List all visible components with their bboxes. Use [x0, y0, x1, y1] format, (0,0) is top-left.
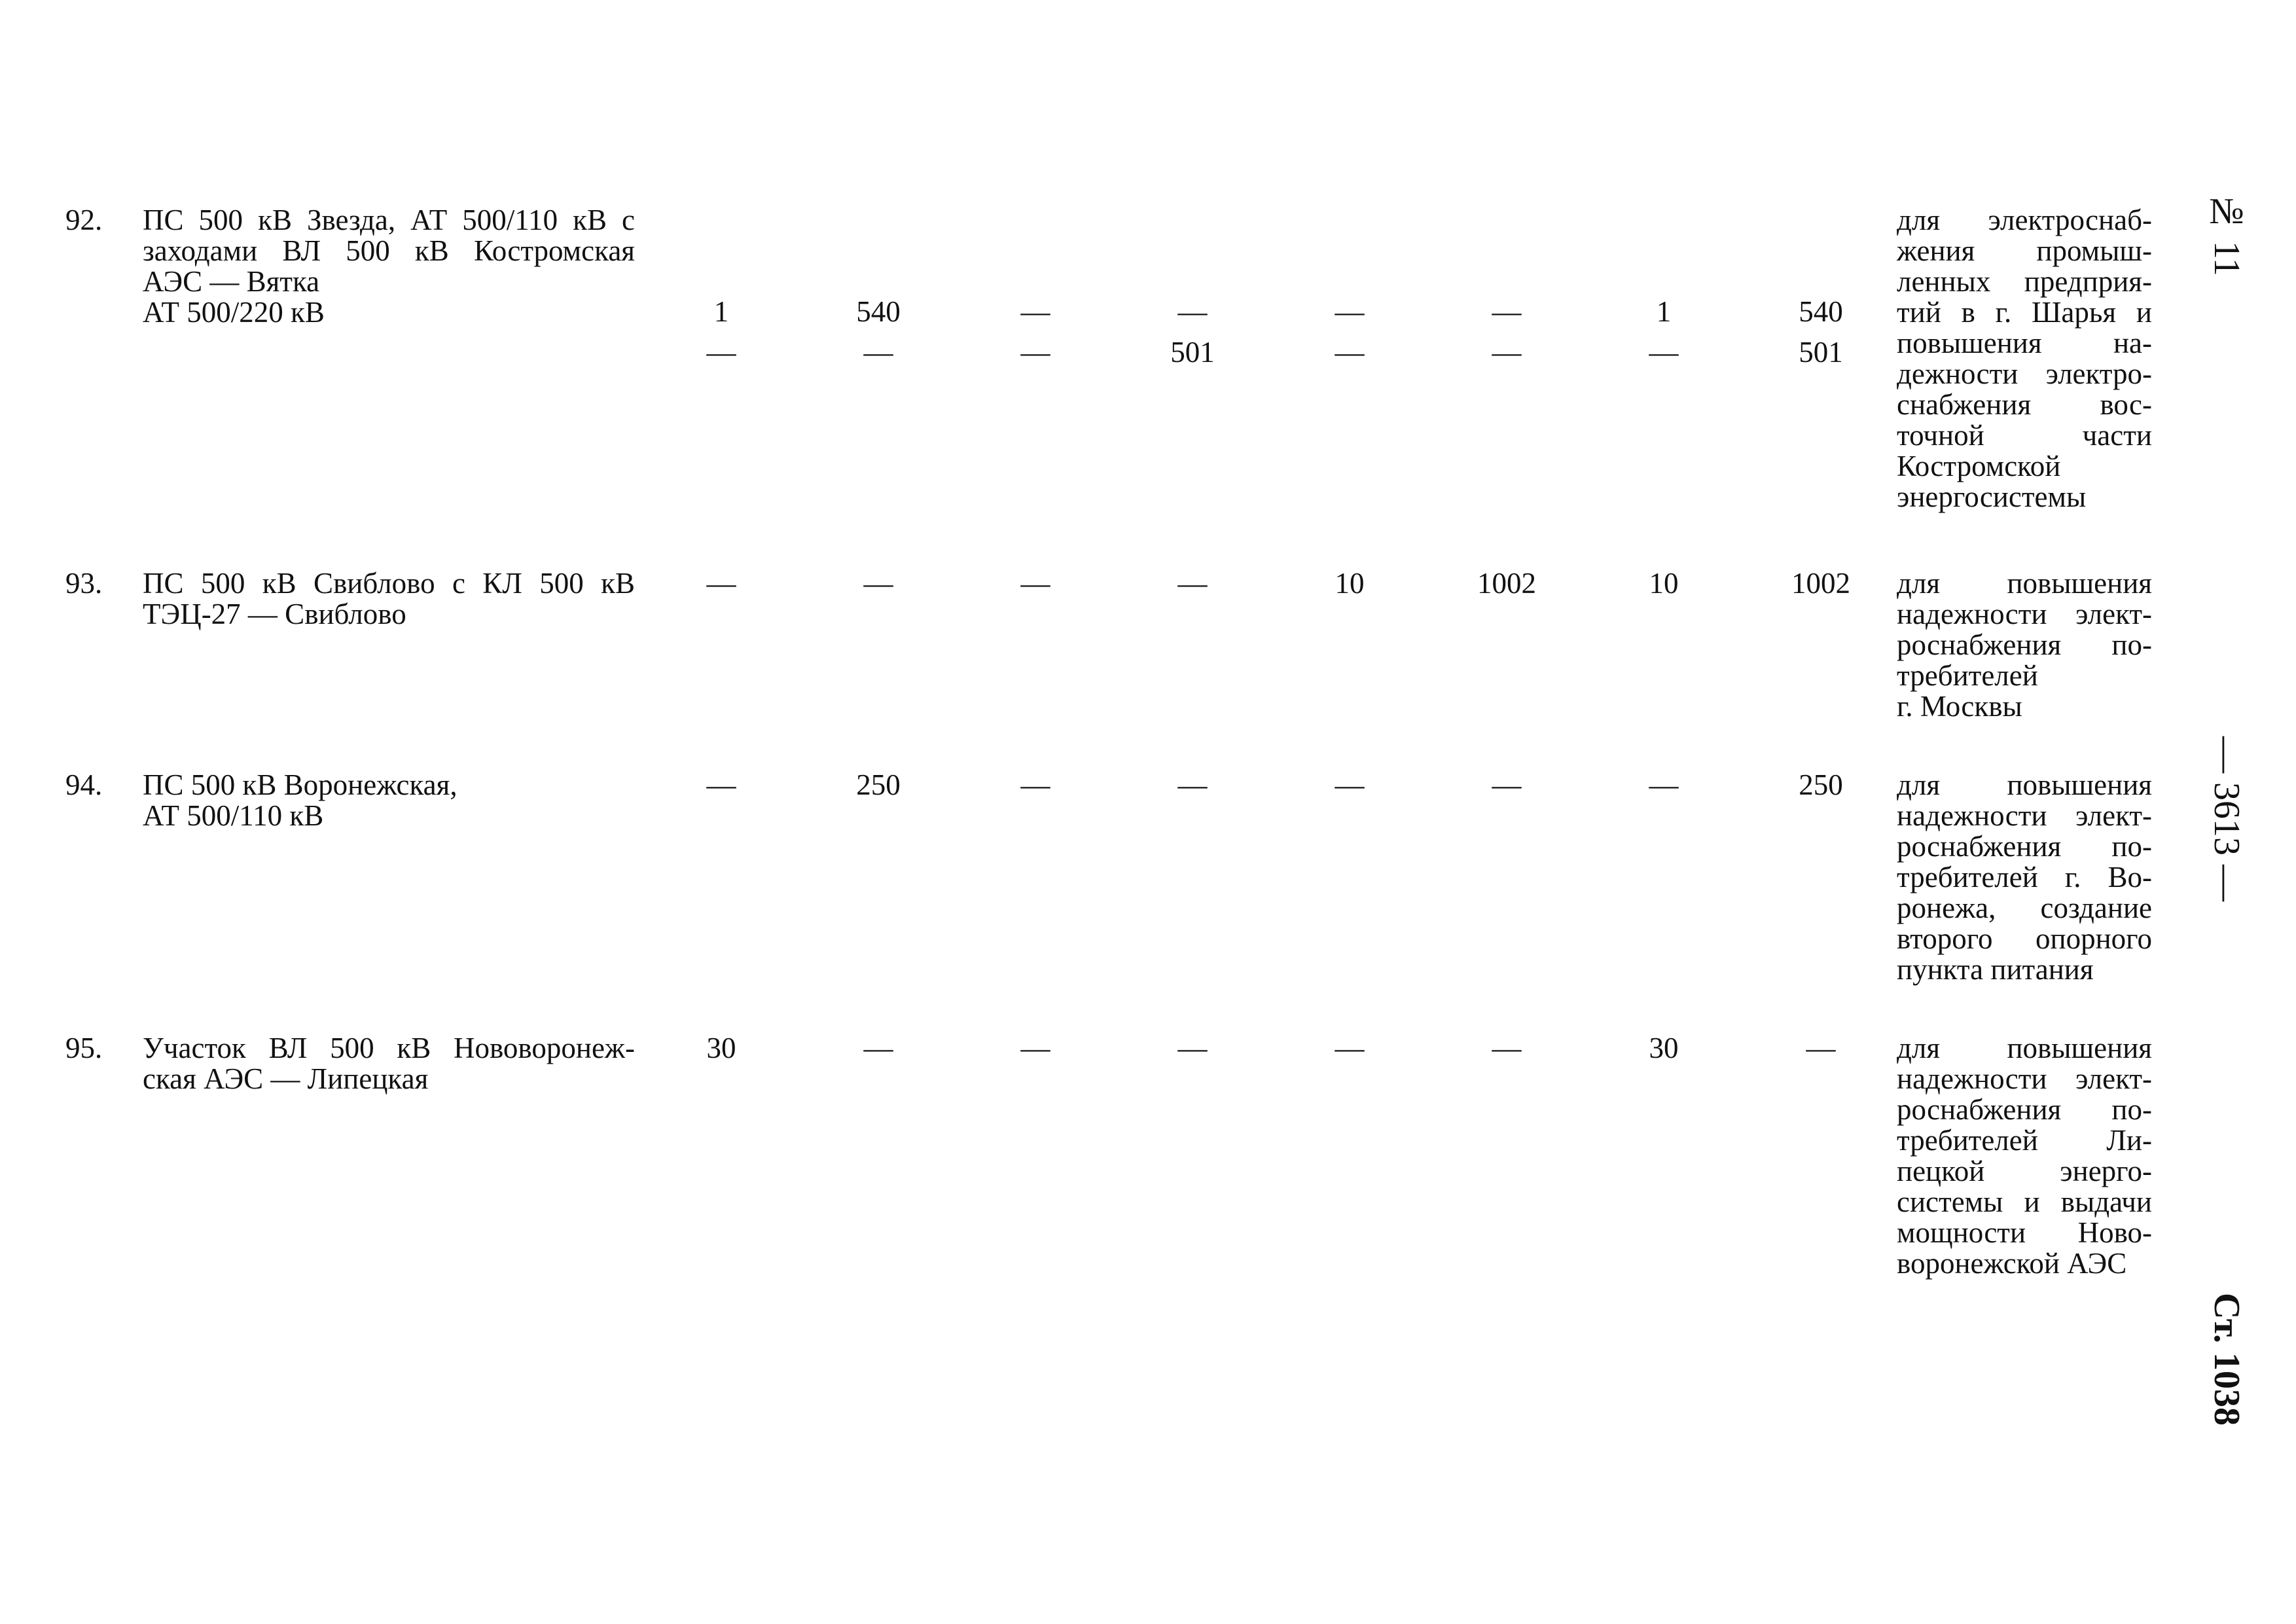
purpose-line: для повышения: [1897, 567, 2152, 600]
purpose-text: [1897, 568, 2152, 722]
name-line: АТ 500/110 кВ: [143, 799, 324, 832]
purpose-line: мощности Ново-: [1897, 1216, 2152, 1249]
purpose-text: [1897, 770, 2152, 985]
purpose-line: повышения на-: [1897, 327, 2152, 359]
purpose-line: требителей Ли-: [1897, 1124, 2152, 1157]
purpose-line: надежности элект-: [1897, 598, 2152, 630]
value-cell: —: [1492, 336, 1522, 369]
value-cell: —: [1020, 336, 1050, 369]
value-cell: —: [863, 567, 893, 600]
value-cell: —: [1020, 567, 1050, 600]
purpose-line: роснабжения по-: [1897, 628, 2152, 661]
value-cell: —: [1020, 768, 1050, 801]
purpose-line: пецкой энерго-: [1897, 1155, 2152, 1187]
purpose-line: снабжения вос-: [1897, 388, 2152, 421]
value-cell: 1002: [1791, 567, 1850, 600]
value-cell: 501: [1170, 336, 1215, 369]
name-line: АТ 500/220 кВ: [143, 296, 325, 329]
facility-name: [143, 1033, 635, 1094]
value-cell: 1002: [1477, 567, 1536, 600]
name-line: ПС 500 кВ Звезда, АТ 500/110 кВ с: [143, 204, 635, 236]
purpose-line: ленных предприя-: [1897, 265, 2152, 298]
purpose-line: для электроснаб-: [1897, 204, 2152, 236]
purpose-line: требителей г. Во-: [1897, 861, 2152, 893]
purpose-line: требителей: [1897, 659, 2038, 692]
purpose-line: для повышения: [1897, 1032, 2152, 1064]
value-cell: 540: [856, 295, 901, 328]
purpose-line: пункта питания: [1897, 953, 2094, 986]
value-cell: 540: [1799, 295, 1843, 328]
purpose-line: надежности элект-: [1897, 1062, 2152, 1095]
value-cell: —: [1492, 768, 1522, 801]
purpose-line: дежности электро-: [1897, 357, 2152, 390]
purpose-line: роснабжения по-: [1897, 830, 2152, 863]
page-number: — 3613 —: [2206, 736, 2247, 901]
issue-number: № 11: [2206, 191, 2247, 276]
value-cell: —: [1335, 768, 1365, 801]
value-cell: 10: [1649, 567, 1679, 600]
name-line: ская АЭС — Липецкая: [143, 1062, 429, 1095]
purpose-line: системы и выдачи: [1897, 1185, 2152, 1218]
value-cell: 30: [706, 1032, 736, 1064]
purpose-line: надежности элект-: [1897, 799, 2152, 832]
value-cell: —: [1335, 336, 1365, 369]
purpose-line: ронежа, создание: [1897, 892, 2152, 924]
value-cell: —: [1177, 295, 1208, 328]
row-number: 95.: [65, 1032, 103, 1064]
value-cell: —: [1649, 768, 1679, 801]
purpose-line: второго опорного: [1897, 922, 2152, 955]
value-cell: 10: [1335, 567, 1365, 600]
value-cell: 250: [856, 768, 901, 801]
purpose-line: для повышения: [1897, 768, 2152, 801]
value-cell: —: [1177, 768, 1208, 801]
value-cell: —: [706, 336, 736, 369]
purpose-text: [1897, 205, 2152, 513]
value-cell: —: [1020, 295, 1050, 328]
row-number: 93.: [65, 567, 103, 600]
purpose-text: [1897, 1033, 2152, 1279]
value-cell: 1: [1656, 295, 1672, 328]
name-line: ПС 500 кВ Свиблово с КЛ 500 кВ: [143, 567, 635, 600]
value-cell: 250: [1799, 768, 1843, 801]
name-line: заходами ВЛ 500 кВ Костромская: [143, 234, 635, 267]
name-line: АЭС — Вятка: [143, 265, 320, 298]
value-cell: —: [1649, 336, 1679, 369]
value-cell: —: [1177, 567, 1208, 600]
value-cell: —: [706, 768, 736, 801]
purpose-line: Костромской: [1897, 450, 2061, 482]
purpose-line: г. Москвы: [1897, 690, 2022, 723]
facility-name: [143, 568, 635, 630]
purpose-line: тий в г. Шарья и: [1897, 296, 2152, 329]
value-cell: —: [1492, 295, 1522, 328]
value-cell: —: [706, 567, 736, 600]
row-number: 94.: [65, 768, 103, 801]
value-cell: —: [1177, 1032, 1208, 1064]
value-cell: —: [1020, 1032, 1050, 1064]
value-cell: —: [1335, 295, 1365, 328]
purpose-line: воронежской АЭС: [1897, 1247, 2127, 1280]
value-cell: 30: [1649, 1032, 1679, 1064]
value-cell: —: [863, 1032, 893, 1064]
value-cell: —: [863, 336, 893, 369]
facility-name: [143, 770, 635, 831]
purpose-line: жения промыш-: [1897, 234, 2152, 267]
purpose-line: энергосистемы: [1897, 480, 2087, 513]
name-line: Участок ВЛ 500 кВ Нововоронеж-: [143, 1032, 635, 1064]
facility-name: [143, 205, 635, 328]
row-number: 92.: [65, 204, 103, 236]
value-cell: —: [1492, 1032, 1522, 1064]
purpose-line: роснабжения по-: [1897, 1093, 2152, 1126]
name-line: ТЭЦ-27 — Свиблово: [143, 598, 406, 630]
value-cell: —: [1335, 1032, 1365, 1064]
value-cell: 1: [713, 295, 729, 328]
value-cell: —: [1806, 1032, 1836, 1064]
value-cell: 501: [1799, 336, 1843, 369]
name-line: ПС 500 кВ Воронежская,: [143, 768, 457, 801]
page-code: Ст. 1038: [2206, 1293, 2247, 1426]
purpose-line: точной части: [1897, 419, 2152, 452]
